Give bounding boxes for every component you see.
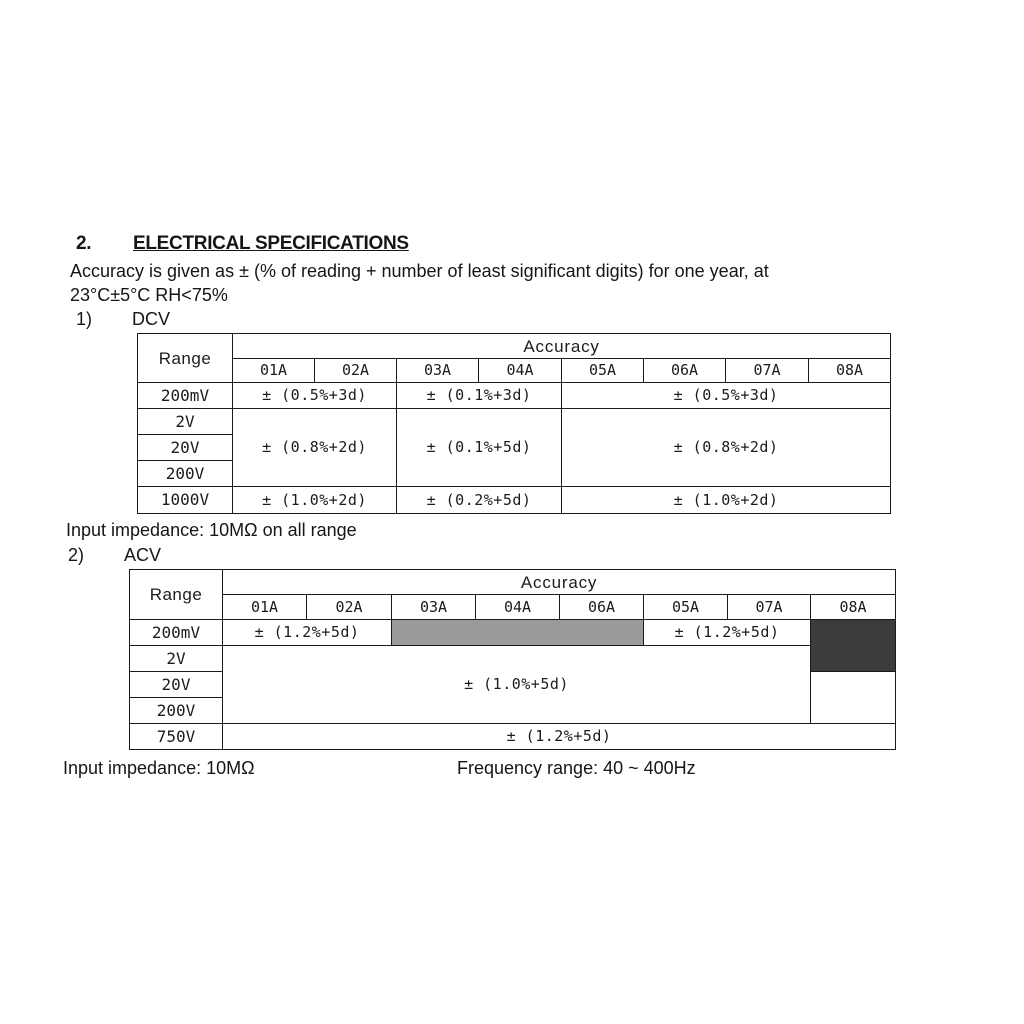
acv-accuracy-cell: ± (1.2%+5d) [223,724,896,750]
section-title: ELECTRICAL SPECIFICATIONS [133,233,409,254]
section-number: 2. [76,233,92,254]
dcv-model-header: 05A [562,359,644,383]
acv-accuracy-cell: ± (1.0%+5d) [223,646,811,724]
acv-range-header: Range [130,570,223,620]
acv-subheading [68,545,161,566]
acv-model-header: 08A [811,595,896,620]
dcv-accuracy-cell: ± (0.2%+5d) [397,487,562,514]
dcv-range-cell: 2V [138,409,233,435]
section-heading [76,233,409,255]
dcv-model-header: 04A [479,359,562,383]
dcv-range-cell: 1000V [138,487,233,514]
acv-unavailable-shaded-cell [392,620,644,646]
dcv-model-header: 08A [809,359,891,383]
dcv-accuracy-cell: ± (0.1%+3d) [397,383,562,409]
dcv-model-header: 01A [233,359,315,383]
acv-accuracy-header: Accuracy [223,570,896,595]
acv-model-header: 02A [307,595,392,620]
dcv-accuracy-cell: ± (1.0%+2d) [562,487,891,514]
acv-model-header: 04A [476,595,560,620]
acv-range-cell: 2V [130,646,223,672]
dcv-model-header: 06A [644,359,726,383]
dcv-input-impedance: Input impedance: 10MΩ on all range [66,520,357,540]
acv-unavailable-dark-cell [811,620,896,672]
intro-line-2: 23°C±5°C RH<75% [70,285,228,305]
acv-frequency-range: Frequency range: 40 ~ 400Hz [457,758,696,778]
acv-title: ACV [124,545,162,565]
dcv-accuracy-cell: ± (0.5%+3d) [233,383,397,409]
dcv-range-cell: 200V [138,461,233,487]
dcv-table [137,333,891,514]
acv-accuracy-cell: ± (1.2%+5d) [644,620,811,646]
dcv-range-header: Range [138,334,233,383]
dcv-accuracy-header: Accuracy [233,334,891,359]
dcv-title: DCV [132,309,171,329]
acv-model-header: 07A [728,595,811,620]
acv-empty-cell [811,672,896,724]
dcv-model-header: 02A [315,359,397,383]
acv-range-cell: 200V [130,698,223,724]
dcv-accuracy-cell: ± (1.0%+2d) [233,487,397,514]
acv-model-header: 01A [223,595,307,620]
acv-index: 2) [68,545,85,565]
dcv-index: 1) [76,309,93,329]
acv-model-header: 06A [560,595,644,620]
acv-table [129,569,896,750]
acv-range-cell: 20V [130,672,223,698]
acv-range-cell: 200mV [130,620,223,646]
acv-range-cell: 750V [130,724,223,750]
dcv-model-header: 07A [726,359,809,383]
acv-model-header: 03A [392,595,476,620]
acv-model-header: 05A [644,595,728,620]
dcv-range-cell: 20V [138,435,233,461]
intro-line-1: Accuracy is given as ± (% of reading + number of least significant digits) for one year, at [70,261,769,281]
dcv-accuracy-cell: ± (0.8%+2d) [562,409,891,487]
dcv-subheading [76,309,170,330]
dcv-model-header: 03A [397,359,479,383]
dcv-range-cell: 200mV [138,383,233,409]
acv-accuracy-cell: ± (1.2%+5d) [223,620,392,646]
dcv-accuracy-cell: ± (0.1%+5d) [397,409,562,487]
dcv-accuracy-cell: ± (0.8%+2d) [233,409,397,487]
dcv-accuracy-cell: ± (0.5%+3d) [562,383,891,409]
acv-input-impedance: Input impedance: 10MΩ [63,758,255,778]
